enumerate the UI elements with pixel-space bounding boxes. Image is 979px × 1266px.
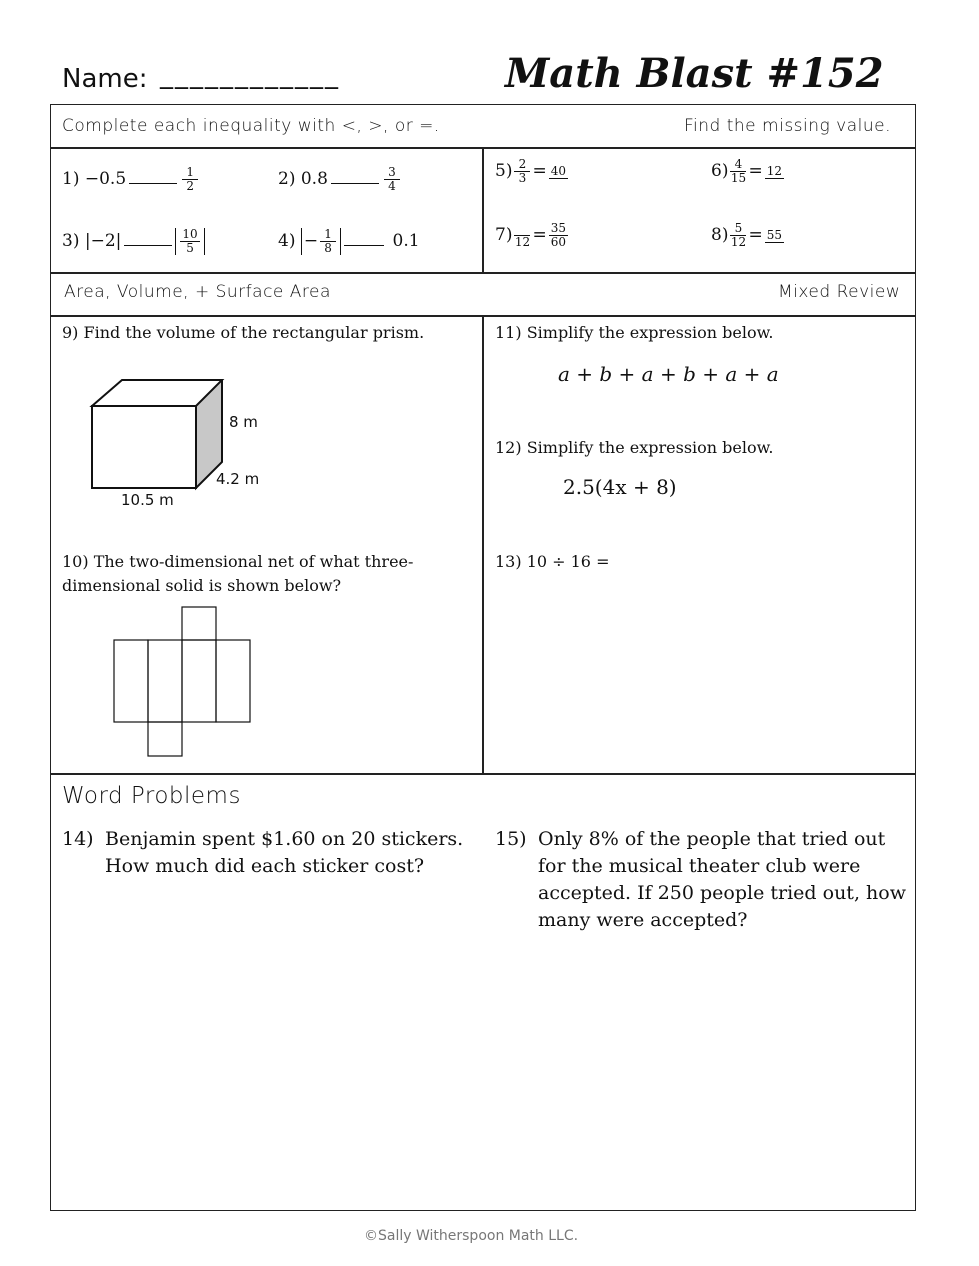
- problem-number: 6): [711, 161, 729, 181]
- numerator: 55: [766, 227, 782, 242]
- word-problems-heading: Word Problems: [62, 783, 241, 809]
- denominator: 5: [186, 241, 194, 255]
- divider: [482, 315, 484, 773]
- mixed-review-heading: Mixed Review: [778, 282, 901, 302]
- net-face: [148, 640, 182, 722]
- question-line: Benjamin spent $1.60 on 20 stickers.: [105, 828, 464, 850]
- problem-7: 7) 12 = $\frac{35}{60}$: [495, 221, 566, 249]
- numerator: 4: [730, 158, 746, 172]
- problem-number: 4): [278, 231, 296, 251]
- denominator: 2: [186, 179, 194, 193]
- page-title: Math Blast #152: [505, 50, 884, 97]
- name-label: Name:: [62, 64, 148, 94]
- denominator: 12: [730, 235, 747, 249]
- inequality-instructions: Complete each inequality with <, >, or =.: [62, 116, 440, 136]
- divider: [482, 147, 484, 272]
- problem-8: 8) $\frac{5}{12}$ = 55: [711, 221, 782, 249]
- net-face: [182, 640, 216, 722]
- net-face: [182, 607, 216, 640]
- fraction: [730, 222, 746, 249]
- problem-4: [278, 228, 420, 255]
- fraction: [765, 165, 784, 179]
- problem-6: 6) $\frac{4}{15}$ = 12: [711, 157, 782, 185]
- depth-label: 4.2 m: [216, 470, 260, 488]
- question-10-line-1: 10) The two-dimensional net of what three-: [62, 552, 414, 571]
- question-11: 11) Simplify the expression below.: [495, 323, 774, 342]
- prism-front-face: [92, 406, 196, 488]
- expression-12: 2.5(4x + 8): [563, 475, 677, 499]
- numerator: 1: [320, 228, 336, 242]
- answer-blank[interactable]: [124, 245, 172, 246]
- copyright-footer: ©Sally Witherspoon Math LLC.: [364, 1228, 579, 1244]
- fraction: [549, 222, 568, 249]
- fraction: [730, 158, 746, 185]
- denominator: 15: [730, 171, 747, 185]
- denominator: 4: [388, 179, 396, 193]
- question-line: many were accepted?: [538, 909, 748, 931]
- fraction: [765, 229, 784, 243]
- question-12: 12) Simplify the expression below.: [495, 438, 774, 457]
- denominator: 12: [514, 235, 531, 249]
- numerator: 1: [182, 166, 198, 180]
- denominator: 3: [518, 171, 527, 185]
- question-13: 13) 10 ÷ 16 =: [495, 552, 610, 571]
- value: 0.1: [392, 231, 420, 251]
- question-line: Only 8% of the people that tried out: [538, 828, 886, 850]
- length-label: 10.5 m: [121, 491, 174, 509]
- fraction: [514, 158, 530, 185]
- solid-net-diagram: [110, 603, 256, 761]
- problem-2: [278, 166, 402, 193]
- value: |−2|: [84, 231, 122, 251]
- fraction: [514, 222, 530, 249]
- problem-5: 5) $\frac{2}{3}$ = 40: [495, 157, 566, 185]
- geometry-heading: Area, Volume, + Surface Area: [64, 282, 331, 302]
- numerator: 12: [766, 163, 782, 178]
- answer-blank[interactable]: [344, 245, 384, 246]
- divider: [50, 272, 916, 274]
- value: 0.8: [300, 169, 328, 189]
- problem-number: 8): [711, 225, 729, 245]
- fraction: [384, 166, 400, 193]
- problem-3: [62, 228, 205, 255]
- problem-number: 2): [278, 169, 296, 189]
- fraction: [549, 165, 568, 179]
- numerator: 10: [182, 227, 198, 241]
- divider: [50, 773, 916, 775]
- problem-number: 3): [62, 231, 80, 251]
- numerator-blank[interactable]: [514, 222, 530, 236]
- question-14: [105, 826, 463, 880]
- fraction: [182, 166, 198, 193]
- height-label: 8 m: [229, 413, 258, 431]
- numerator: 35: [550, 221, 566, 235]
- problem-number: 1): [62, 169, 80, 189]
- numerator: 3: [384, 166, 400, 180]
- denominator: 8: [324, 241, 332, 255]
- answer-blank[interactable]: [331, 183, 379, 184]
- question-15: [538, 826, 906, 934]
- denominator: 60: [550, 235, 566, 249]
- value: −0.5: [84, 169, 127, 189]
- missing-value-instructions: Find the missing value.: [684, 116, 891, 136]
- question-15-number: 15): [495, 828, 527, 850]
- problem-number: 5): [495, 161, 513, 181]
- problem-1: [62, 166, 200, 193]
- answer-blank[interactable]: [129, 183, 177, 184]
- fraction: [320, 228, 336, 255]
- numerator: 5: [730, 222, 746, 236]
- absolute-value: [175, 228, 204, 255]
- absolute-value: − $\frac{1}{8}$: [301, 228, 341, 255]
- fraction: [180, 228, 199, 255]
- numerator: 2: [514, 158, 530, 172]
- name-field[interactable]: ____________: [160, 60, 340, 90]
- question-9: 9) Find the volume of the rectangular prism.: [62, 323, 425, 342]
- question-14-number: 14): [62, 828, 94, 850]
- rectangular-prism-diagram: [80, 370, 280, 510]
- question-line: for the musical theater club were: [538, 855, 861, 877]
- question-10-line-2: dimensional solid is shown below?: [62, 576, 342, 595]
- net-face: [114, 640, 148, 722]
- question-line: How much did each sticker cost?: [105, 855, 425, 877]
- problem-number: 7): [495, 225, 513, 245]
- net-face: [216, 640, 250, 722]
- numerator: 40: [550, 163, 566, 178]
- question-line: accepted. If 250 people tried out, how: [538, 882, 906, 904]
- net-face: [148, 722, 182, 756]
- expression-11: a + b + a + b + a + a: [558, 362, 779, 386]
